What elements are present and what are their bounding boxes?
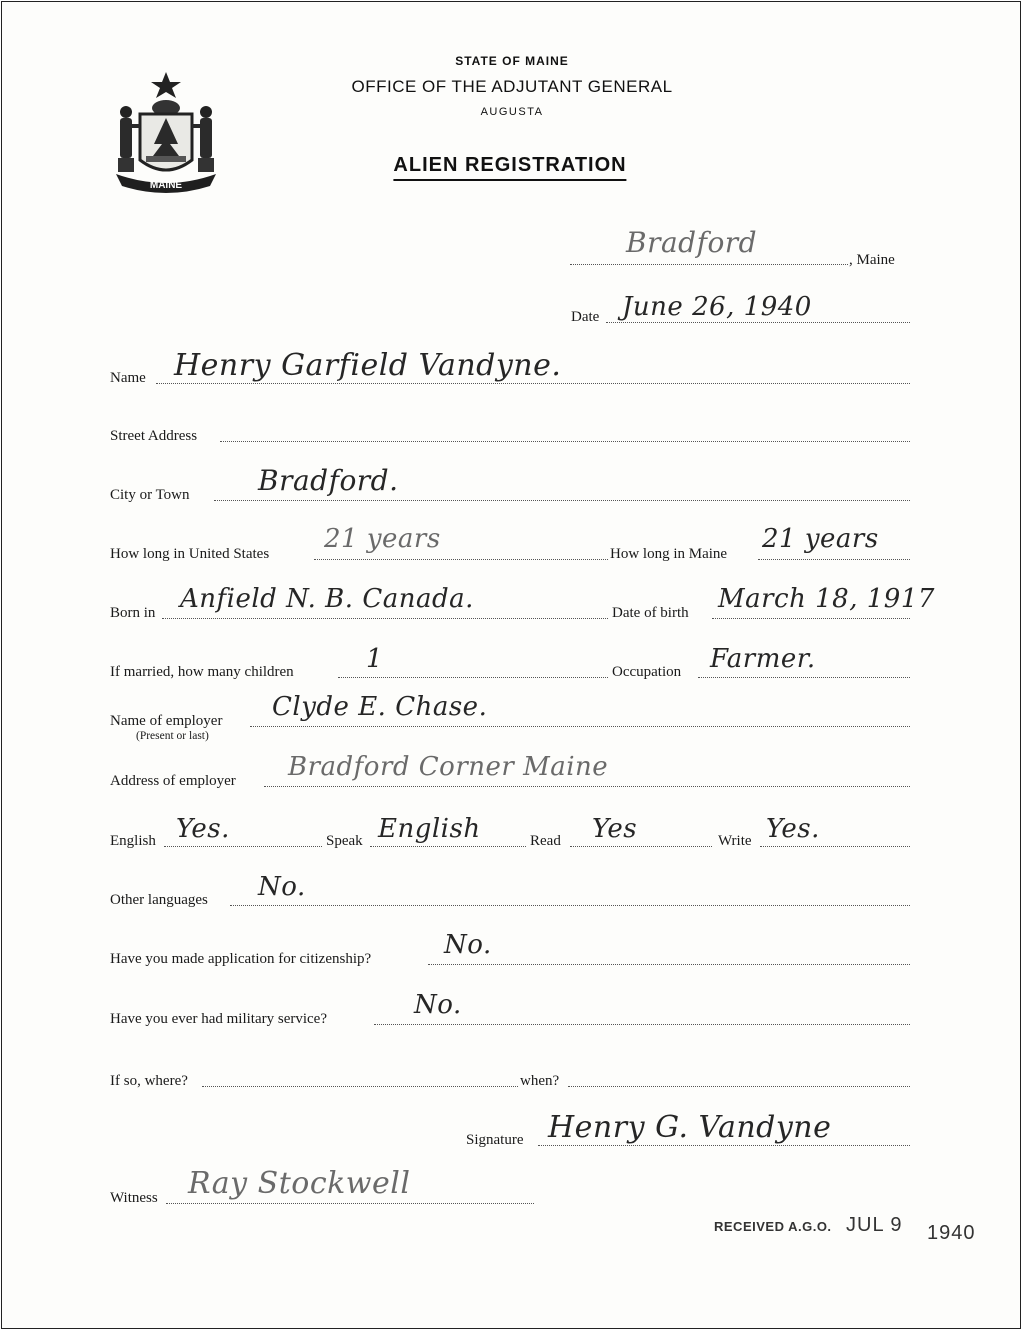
signature-value[interactable]: Henry G. Vandyne [548,1110,832,1145]
date-of-birth-line [712,618,910,619]
city-value[interactable]: Bradford. [258,464,399,497]
employer-name-sublabel: (Present or last) [136,730,209,742]
military-value[interactable]: No. [414,990,462,1020]
how-long-us-value[interactable]: 21 years [324,524,441,554]
employer-address-value[interactable]: Bradford Corner Maine [288,752,609,782]
stamp-year: 1940 [926,1222,976,1244]
signature-label: Signature [466,1132,524,1148]
other-languages-value[interactable]: No. [258,872,306,902]
other-languages-label: Other languages [110,892,208,908]
name-label: Name [110,370,146,386]
stamp-date: JUL 9 [846,1214,903,1236]
how-long-us-line [314,559,608,560]
employer-name-value[interactable]: Clyde E. Chase. [272,692,488,722]
date-label: Date [571,309,600,325]
military-label: Have you ever had military service? [110,1011,327,1027]
location-label: , Maine [849,252,895,268]
occupation-line [698,677,910,678]
children-label: If married, how many children [110,664,294,680]
when-line [568,1086,910,1087]
city-heading: AUGUSTA [480,106,544,118]
signature-line [538,1145,910,1146]
occupation-label: Occupation [612,664,682,680]
english-line [164,846,322,847]
where-label: If so, where? [110,1073,188,1089]
english-label: English [110,833,156,849]
location-line [570,264,848,265]
name-line [156,383,910,384]
date-value[interactable]: June 26, 1940 [622,292,812,322]
speak-value[interactable]: English [378,814,481,844]
citizenship-value[interactable]: No. [444,930,492,960]
street-address-label: Street Address [110,428,198,444]
born-in-label: Born in [110,605,156,621]
read-value[interactable]: Yes [592,814,638,844]
stamp-received-text: RECEIVED A.G.O. [714,1219,832,1234]
date-of-birth-label: Date of birth [612,605,689,621]
office-heading: OFFICE OF THE ADJUTANT GENERAL [351,77,673,96]
city-label: City or Town [110,487,190,503]
citizenship-line [428,964,910,965]
witness-line [166,1203,534,1204]
children-value[interactable]: 1 [366,644,384,674]
witness-label: Witness [110,1190,158,1206]
english-value[interactable]: Yes. [176,814,230,844]
witness-value[interactable]: Ray Stockwell [188,1166,411,1201]
occupation-value[interactable]: Farmer. [710,644,816,674]
employer-address-line [264,786,910,787]
seal-banner-text: MAINE [149,180,183,191]
where-line [202,1086,518,1087]
state-heading: STATE OF MAINE [455,54,569,68]
street-address-line [220,441,910,442]
speak-line [370,846,526,847]
military-line [374,1024,910,1025]
read-line [570,846,712,847]
date-of-birth-value[interactable]: March 18, 1917 [718,584,935,614]
registration-form [1,1,1021,1329]
children-line [338,677,608,678]
born-in-value[interactable]: Anfield N. B. Canada. [180,584,474,614]
how-long-us-label: How long in United States [110,546,270,562]
location-value[interactable]: Bradford [626,226,758,259]
how-long-maine-value[interactable]: 21 years [762,524,879,554]
how-long-maine-label: How long in Maine [610,546,728,562]
name-value[interactable]: Henry Garfield Vandyne. [174,348,562,383]
citizenship-label: Have you made application for citizenship? [110,951,372,967]
read-label: Read [530,833,561,849]
other-languages-line [230,905,910,906]
city-line [214,500,910,501]
when-label: when? [520,1073,560,1089]
write-value[interactable]: Yes. [766,814,820,844]
employer-address-label: Address of employer [110,773,236,789]
employer-name-line [250,726,910,727]
speak-label: Speak [326,833,363,849]
write-label: Write [718,833,752,849]
form-title: ALIEN REGISTRATION [393,154,626,181]
how-long-maine-line [758,559,910,560]
received-stamp [714,1214,976,1244]
employer-name-label: Name of employer [110,713,223,729]
write-line [760,846,910,847]
born-in-line [162,618,608,619]
date-line [606,322,910,323]
maine-seal-icon [110,68,222,196]
